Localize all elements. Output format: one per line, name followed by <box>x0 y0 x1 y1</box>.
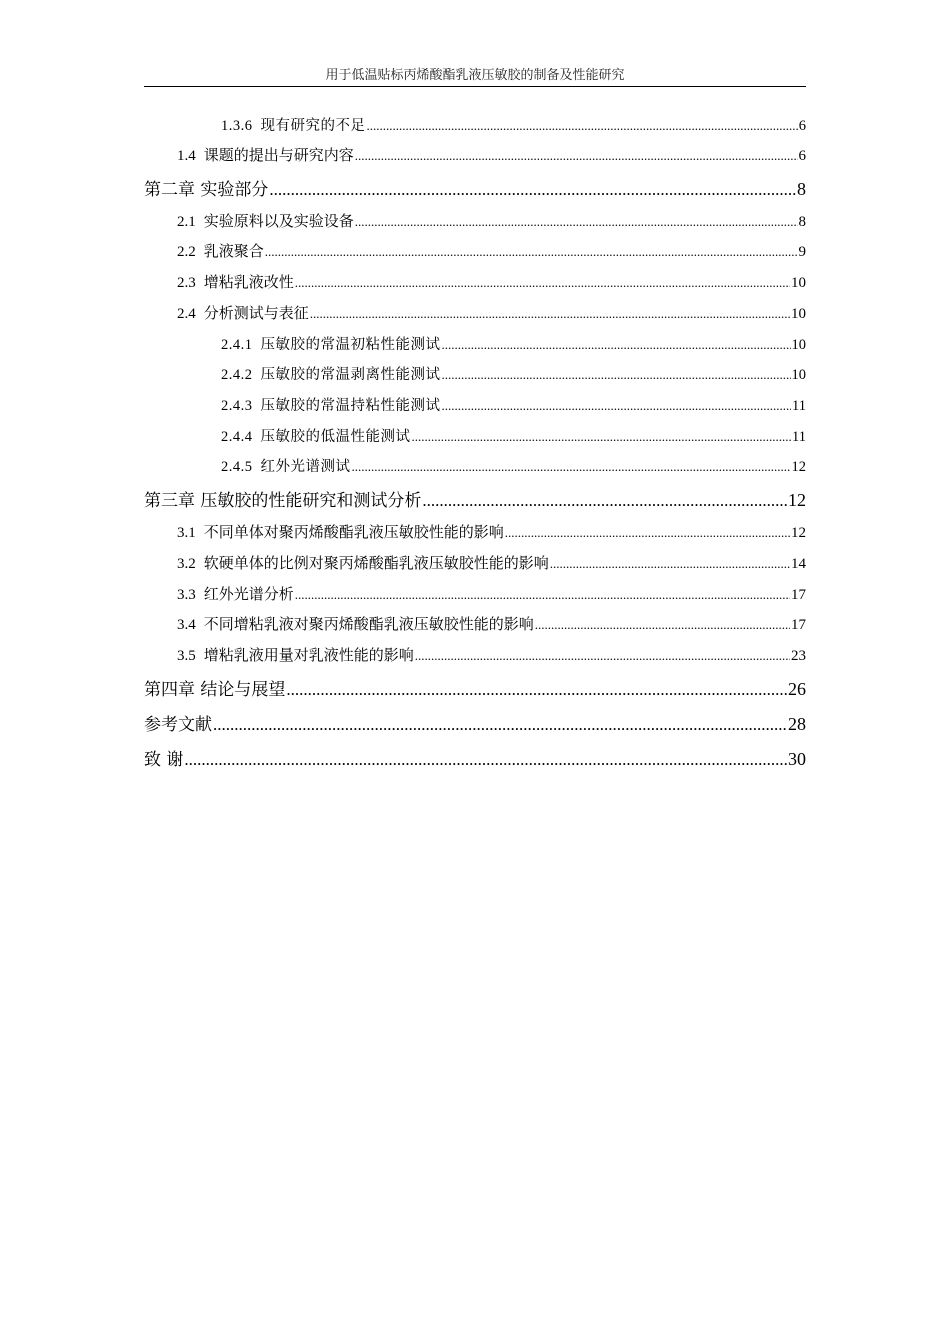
toc-entry-page: 10 <box>791 306 806 322</box>
toc-entry-number: 3.4 <box>177 617 196 633</box>
toc-entry-title: 红外光谱测试 <box>260 459 351 475</box>
toc-entry-title: 不同单体对聚丙烯酸酯乳液压敏胶性能的影响 <box>203 525 504 541</box>
toc-entry-number: 2.4.4 <box>221 429 253 445</box>
toc-leader-dots <box>286 678 787 702</box>
toc-leader-dots <box>295 585 790 605</box>
toc-leader-dots <box>550 554 790 574</box>
toc-chapter-entry[interactable] <box>144 712 806 736</box>
toc-entry-title: 压敏胶的常温剥离性能测试 <box>260 367 441 383</box>
toc-chapter-title: 致 谢 <box>144 750 184 770</box>
toc-entry-number: 3.1 <box>177 525 196 541</box>
toc-entry-number: 3.3 <box>177 587 196 603</box>
toc-chapter-title: 第二章 实验部分 <box>144 180 269 200</box>
toc-leader-dots <box>355 212 798 232</box>
toc-leader-dots <box>535 615 790 635</box>
toc-entry-page: 23 <box>791 648 806 664</box>
toc-entry[interactable] <box>177 242 806 262</box>
toc-entry[interactable] <box>221 396 806 416</box>
toc-entry[interactable] <box>177 146 806 166</box>
toc-entry-page: 17 <box>791 617 806 633</box>
toc-leader-dots <box>269 178 796 202</box>
toc-leader-dots <box>310 304 790 324</box>
toc-entry-title: 红外光谱分析 <box>203 587 294 603</box>
toc-entry-title: 增粘乳液用量对乳液性能的影响 <box>203 648 414 664</box>
toc-entry-number: 2.1 <box>177 214 196 230</box>
toc-chapter-entry[interactable] <box>144 177 806 201</box>
toc-entry-page: 10 <box>791 275 806 291</box>
toc-entry-number: 2.3 <box>177 275 196 291</box>
toc-leader-dots <box>265 242 798 262</box>
toc-leader-dots <box>352 457 791 477</box>
toc-leader-dots <box>213 713 787 737</box>
toc-entry-page: 9 <box>798 244 806 260</box>
toc-entry-title: 乳液聚合 <box>203 244 264 260</box>
toc-entry-title: 课题的提出与研究内容 <box>203 148 354 164</box>
toc-entry-page: 28 <box>788 714 806 734</box>
toc-chapter-title: 第四章 结论与展望 <box>144 680 286 700</box>
toc-entry-number: 2.4.1 <box>221 337 253 353</box>
toc-entry[interactable] <box>177 304 806 324</box>
toc-entry[interactable] <box>177 554 806 574</box>
toc-leader-dots <box>295 273 790 293</box>
toc-leader-dots <box>412 427 792 447</box>
toc-entry-title: 增粘乳液改性 <box>203 275 294 291</box>
toc-entry-page: 8 <box>797 179 806 199</box>
toc-entry-title: 压敏胶的常温初粘性能测试 <box>260 337 441 353</box>
toc-entry-number: 2.4.5 <box>221 459 253 475</box>
toc-chapter-entry[interactable] <box>144 677 806 701</box>
toc-entry-page: 12 <box>788 490 806 510</box>
toc-entry-title: 压敏胶的常温持粘性能测试 <box>260 398 441 414</box>
toc-entry[interactable] <box>177 523 806 543</box>
toc-entry[interactable] <box>177 585 806 605</box>
page-header <box>144 66 806 87</box>
toc-entry-number: 3.5 <box>177 648 196 664</box>
toc-entry-page: 8 <box>798 214 806 230</box>
toc-entry-page: 10 <box>791 367 806 383</box>
toc-entry-page: 11 <box>792 398 806 414</box>
toc-entry-page: 30 <box>788 749 806 769</box>
toc-leader-dots <box>505 523 790 543</box>
toc-entry-page: 17 <box>791 587 806 603</box>
toc-entry-title: 不同增粘乳液对聚丙烯酸酯乳液压敏胶性能的影响 <box>203 617 534 633</box>
toc-chapter-title: 参考文献 <box>144 715 212 735</box>
toc-entry-page: 11 <box>792 429 806 445</box>
toc-entry-number: 2.2 <box>177 244 196 260</box>
toc-leader-dots <box>367 116 798 136</box>
toc-leader-dots <box>442 335 791 355</box>
toc-entry-number: 2.4.3 <box>221 398 253 414</box>
toc-leader-dots <box>442 396 792 416</box>
header-title: 用于低温贴标丙烯酸酯乳液压敏胶的制备及性能研究 <box>325 67 625 82</box>
toc-entry-title: 实验原料以及实验设备 <box>203 214 354 230</box>
toc-entry[interactable] <box>177 273 806 293</box>
toc-leader-dots <box>415 646 790 666</box>
toc-chapter-entry[interactable] <box>144 747 806 771</box>
toc-entry[interactable] <box>177 615 806 635</box>
toc-entry-number: 2.4 <box>177 306 196 322</box>
toc-entry[interactable] <box>221 365 806 385</box>
toc-entry-title: 现有研究的不足 <box>260 118 366 134</box>
toc-entry[interactable] <box>177 212 806 232</box>
toc-entry-number: 3.2 <box>177 556 196 572</box>
toc-entry-title: 分析测试与表征 <box>203 306 309 322</box>
toc-entry[interactable] <box>221 427 806 447</box>
toc-entry[interactable] <box>221 116 806 136</box>
toc-entry-number: 2.4.2 <box>221 367 253 383</box>
toc-entry-number: 1.3.6 <box>221 118 253 134</box>
toc-entry[interactable] <box>221 335 806 355</box>
toc-leader-dots <box>184 748 787 772</box>
toc-chapter-entry[interactable] <box>144 488 806 512</box>
toc-entry-title: 压敏胶的低温性能测试 <box>260 429 411 445</box>
toc-entry-title: 软硬单体的比例对聚丙烯酸酯乳液压敏胶性能的影响 <box>203 556 549 572</box>
toc-entry-page: 6 <box>798 148 806 164</box>
toc-entry-page: 6 <box>798 118 806 134</box>
toc-entry[interactable] <box>177 646 806 666</box>
toc-entry-page: 26 <box>788 679 806 699</box>
toc-entry[interactable] <box>221 457 806 477</box>
toc-leader-dots <box>442 365 791 385</box>
toc-chapter-title: 第三章 压敏胶的性能研究和测试分析 <box>144 491 422 511</box>
toc-entry-page: 12 <box>791 525 806 541</box>
toc-entry-number: 1.4 <box>177 148 196 164</box>
toc-leader-dots <box>422 489 787 513</box>
toc-leader-dots <box>355 146 798 166</box>
toc-entry-page: 14 <box>791 556 806 572</box>
toc-entry-page: 12 <box>791 459 806 475</box>
toc-entry-page: 10 <box>791 337 806 353</box>
